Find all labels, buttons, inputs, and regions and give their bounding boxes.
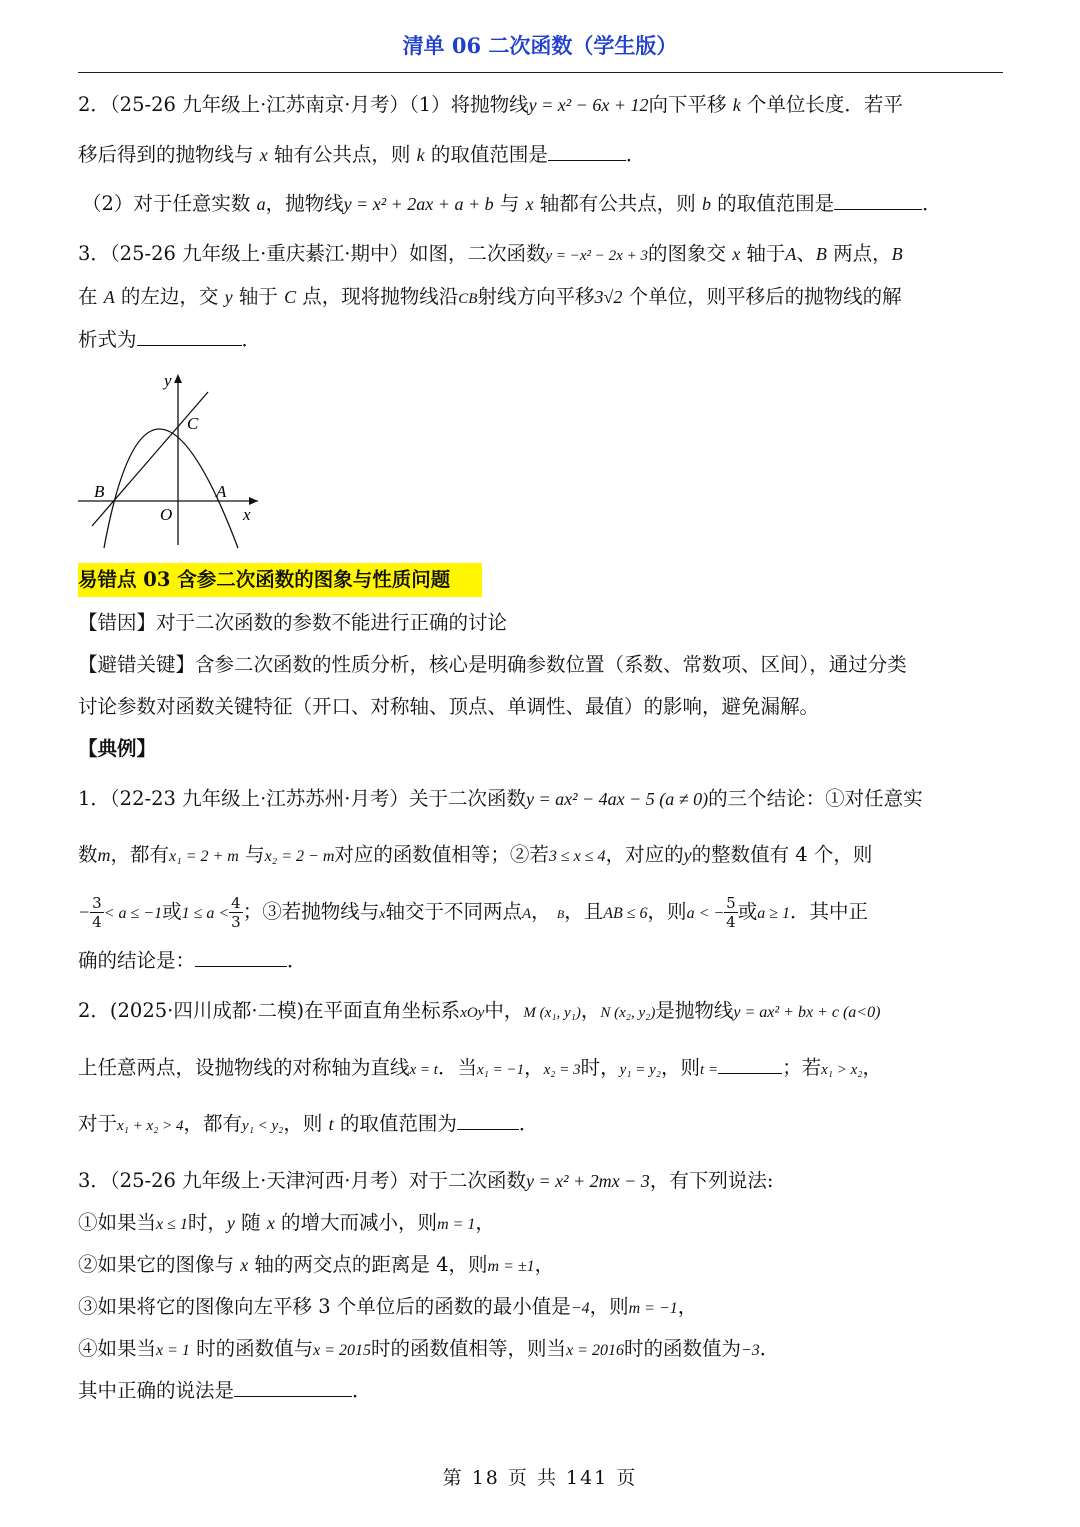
x-axis-arrow [249,497,258,505]
problem-3-line-1: 3．（25-26 九年级上·重庆綦江·期中）如图，二次函数y = −x² − 2x + 3的图象交 x 轴于A、B 两点，B [78,242,903,265]
header-divider [78,72,1003,73]
example-heading: 【典例】 [78,737,157,760]
example-3-conclusion: 其中正确的说法是 ． [78,1379,372,1402]
answer-blank[interactable] [137,329,242,346]
example-1-line-2: 数m，都有x₁ = 2 + m 与x₂ = 2 − m对应的函数值相等；②若3 ≤ x ≤ 4，对应的y的整数值有 4 个，则 [78,843,873,866]
page-footer: 第 18 页 共 141 页 [442,1467,638,1489]
parabola-figure [78,370,268,550]
example-1-line-1: 1．（22-23 九年级上·江苏苏州·月考）关于二次函数y = ax² − 4ax − 5 (a ≠ 0)的三个结论：①对任意实 [78,787,923,810]
problem-2-line-3: （2）对于任意实数 a，抛物线y = x² + 2ax + a + b 与 x 轴都有公共点，则 b 的取值范围是 ． [82,192,942,215]
example-2-line-2: 上任意两点，设抛物线的对称轴为直线x = t．当x₁ = −1，x₂ = 3时，y₁ = y₂，则t = ；若x₁ > x₂， [78,1056,882,1079]
example-3-statement-2: ②如果它的图像与 x 轴的两交点的距离是 4，则m = ±1， [78,1253,555,1276]
y-axis-arrow [174,374,182,383]
example-2-line-1: 2．(2025·四川成都·二模)在平面直角坐标系xOy中，M (x₁, y₁)，N (x₂, y₂)是抛物线y = ax² + bx + c (a<0) [78,999,881,1022]
line-cb [92,392,208,526]
answer-blank[interactable] [834,193,922,210]
label-x: x [243,505,251,524]
label-A: A [216,482,227,501]
label-B: B [94,482,105,501]
example-3-statement-3: ③如果将它的图像向左平移 3 个单位后的函数的最小值是−4，则m = −1， [78,1295,698,1318]
problem-2-line-2: 移后得到的抛物线与 x 轴有公共点，则 k 的取值范围是 ． [78,143,646,166]
example-3-statement-4: ④如果当x = 1 时的函数值与x = 2015时的函数值相等，则当x = 2016时的函数值为−3． [78,1337,780,1360]
answer-blank[interactable] [234,1380,352,1397]
answer-blank[interactable] [457,1113,519,1130]
error-cause: 【错因】对于二次函数的参数不能进行正确的讨论 [78,611,508,634]
example-2-line-3: 对于x₁ + x₂ > 4，都有y₁ < y₂，则 t 的取值范围为 ． [78,1112,539,1135]
problem-2-line-1: 2．（25-26 九年级上·江苏南京·月考）（1）将抛物线y = x² − 6x + 12向下平移 k 个单位长度．若平 [78,93,903,116]
avoid-key-line-1: 【避错关键】含参二次函数的性质分析，核心是明确参数位置（系数、常数项、区间），通过分类 [78,653,907,676]
section-title-highlight: 易错点 03 含参二次函数的图象与性质问题 [78,563,482,597]
avoid-key-line-2: 讨论参数对函数关键特征（开口、对称轴、顶点、单调性、最值）的影响，避免漏解。 [78,695,820,718]
label-C: C [187,414,199,433]
example-3-statement-1: ①如果当x ≤ 1时，y 随 x 的增大而减小，则m = 1， [78,1211,495,1234]
answer-blank[interactable] [548,144,626,161]
label-y: y [164,371,172,390]
example-3-line-1: 3．（25-26 九年级上·天津河西·月考）对于二次函数y = x² + 2mx − 3，有下列说法: [78,1169,774,1192]
label-O: O [160,505,173,524]
problem-3-line-2: 在 A 的左边，交 y 轴于 C 点，现将抛物线沿CB射线方向平移3√2 个单位，则平移后的抛物线的解 [78,285,902,308]
answer-blank[interactable] [718,1057,782,1074]
answer-blank[interactable] [195,950,287,967]
example-1-line-4: 确的结论是： ． [78,949,307,972]
page-header-title: 清单 06 二次函数（学生版） [402,33,678,58]
problem-3-line-3: 析式为 ． [78,328,262,351]
example-1-line-3: − $\frac{3}{4}$ < a ≤ −1或1 ≤ a < $\frac{4}{3}$ ；③若抛物线与x轴交于不同两点A， B，且AB ≤ 6，则a < − $\frac{5}{4}$ 或a ≥ 1．其中正 [78,894,869,931]
